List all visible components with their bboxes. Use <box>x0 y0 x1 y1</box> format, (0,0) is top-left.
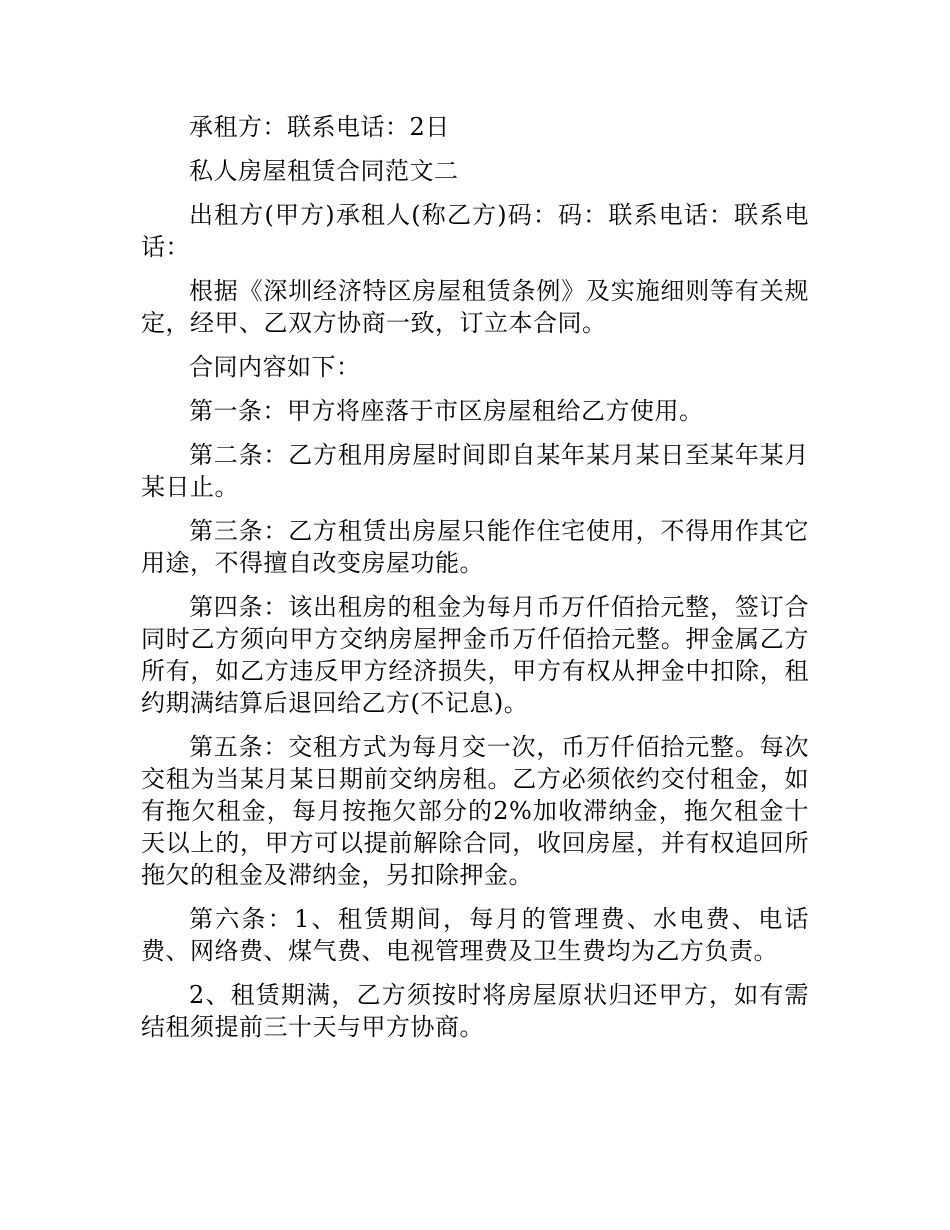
paragraph-section-title: 私人房屋租赁合同范文二 <box>189 157 459 185</box>
paragraph-parties: 出租方(甲方)承租人(称乙方)码：码：联系电话：联系电话： <box>141 201 809 261</box>
paragraph-article-4: 第四条：该出租房的租金为每月币万仟佰拾元整，签订合同时乙方须向甲方交纳房屋押金币万仟佰拾元整。押金属乙方所有，如乙方违反甲方经济损失，甲方有权从押金中扣除，租约期满结算后退回给乙方(不记息)。 <box>141 593 809 717</box>
paragraph-article-3: 第三条：乙方租赁出房屋只能作住宅使用，不得用作其它用途，不得擅自改变房屋功能。 <box>141 517 809 577</box>
paragraph-article-6-item-2: 2、租赁期满，乙方须按时将房屋原状归还甲方，如有需结租须提前三十天与甲方协商。 <box>141 981 809 1041</box>
paragraph-article-5: 第五条：交租方式为每月交一次，币万仟佰拾元整。每次交租为当某月某日期前交纳房租。乙方必须依约交付租金，如有拖欠租金，每月按拖欠部分的2%加收滞纳金，拖欠租金十天以上的，甲方可以提前解除合同，收回房屋，并有权追回所拖欠的租金及滞纳金，另扣除押金。 <box>141 733 809 889</box>
document-body <box>141 111 809 1055</box>
paragraph-article-1: 第一条：甲方将座落于市区房屋租给乙方使用。 <box>189 397 704 425</box>
paragraph-article-2: 第二条：乙方租用房屋时间即自某年某月某日至某年某月某日止。 <box>141 441 809 501</box>
paragraph-tenant-contact: 承租方：联系电话：2日 <box>189 113 450 141</box>
paragraph-article-6: 第六条：1、租赁期间，每月的管理费、水电费、电话费、网络费、煤气费、电视管理费及卫生费均为乙方负责。 <box>141 905 809 965</box>
paragraph-contents-intro: 合同内容如下： <box>189 353 361 381</box>
paragraph-legal-basis: 根据《深圳经济特区房屋租赁条例》及实施细则等有关规定，经甲、乙双方协商一致，订立本合同。 <box>141 277 809 337</box>
